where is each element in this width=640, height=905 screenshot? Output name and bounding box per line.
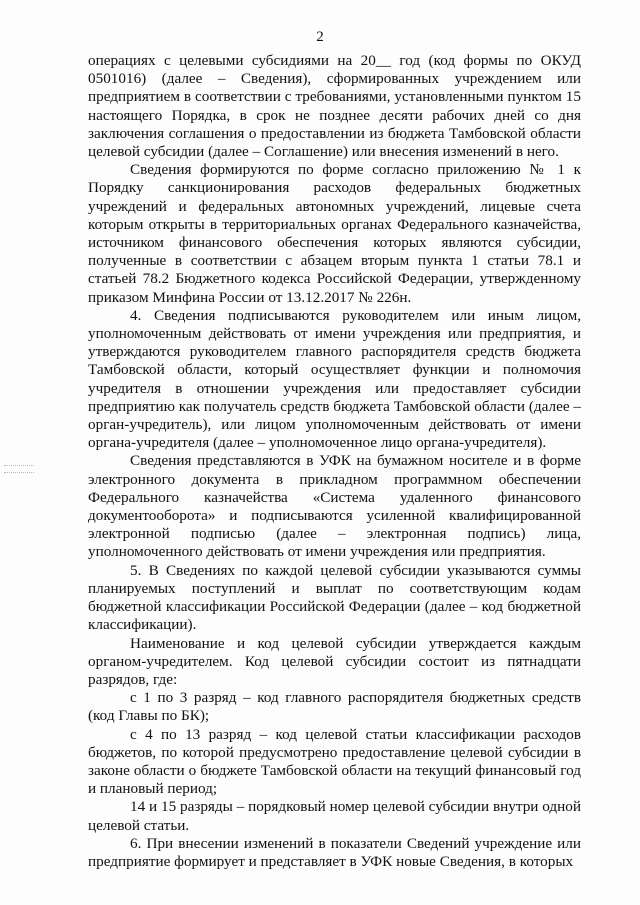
scan-artifact — [4, 465, 34, 467]
paragraph: 4. Сведения подписываются руководителем или иным лицом, уполномоченным действовать от имени учреждения или предприятия, и утверждаются руководителем главного распорядителя средств бюджета Тамбовской области, который осуществляет функции и полномочия учредителя в отношении учреждения или предоставляет субсидии предприятию как получатель средств бюджета Тамбовской области (далее – орган-учредитель), или лицом уполномоченным действовать от имени органа-учредителя (далее – уполномоченное лицо органа-учредителя). — [88, 306, 581, 452]
paragraph: с 4 по 13 разряд – код целевой статьи классификации расходов бюджетов, по которой предусмотрено предоставление целевой субсидии в законе области о бюджете Тамбовской области на текущий финансовый год и плановый период; — [88, 725, 581, 798]
page-number: 2 — [316, 29, 324, 45]
paragraph: операциях с целевыми субсидиями на 20__ год (код формы по ОКУД 0501016) (далее – Сведения), сформированных учреждением или предприятием в соответствии с требованиями, установленными пунктом 15 настоящего Порядка, в срок не позднее десяти рабочих дней со дня заключения соглашения о предоставлении из бюджета Тамбовской области целевой субсидии (далее – Соглашение) или внесения изменений в него. — [88, 52, 581, 161]
scan-artifact — [4, 472, 34, 474]
paragraph: 14 и 15 разряды – порядковый номер целевой субсидии внутри одной целевой статьи. — [88, 798, 581, 834]
document-body — [88, 52, 581, 871]
paragraph: 5. В Сведениях по каждой целевой субсидии указываются суммы планируемых поступлений и выплат по соответствующим кодам бюджетной классификации Российской Федерации (далее – код бюджетной классификации). — [88, 561, 581, 634]
paragraph: Сведения представляются в УФК на бумажном носителе и в форме электронного документа в прикладном программном обеспечении Федерального казначейства «Система удаленного финансового документооборота» и подписываются усиленной квалифицированной электронной подписью (далее – электронная подпись) лица, уполномоченного действовать от имени учреждения или предприятия. — [88, 452, 581, 561]
paragraph: Наименование и код целевой субсидии утверждается каждым органом-учредителем. Код целевой субсидии состоит из пятнадцати разрядов, где: — [88, 634, 581, 688]
paragraph: Сведения формируются по форме согласно приложению № 1 к Порядку санкционирования расходов федеральных бюджетных учреждений и федеральных автономных учреждений, лицевые счета которым открыты в территориальных органах Федерального казначейства, источником финансового обеспечения которых являются субсидии, полученные в соответствии с абзацем вторым пункта 1 статьи 78.1 и статьей 78.2 Бюджетного кодекса Российской Федерации, утвержденному приказом Минфина России от 13.12.2017 № 226н. — [88, 161, 581, 306]
paragraph: 6. При внесении изменений в показатели Сведений учреждение или предприятие формирует и представляет в УФК новые Сведения, в которых — [88, 834, 581, 870]
paragraph: с 1 по 3 разряд – код главного распорядителя бюджетных средств (код Главы по БК); — [88, 689, 581, 725]
